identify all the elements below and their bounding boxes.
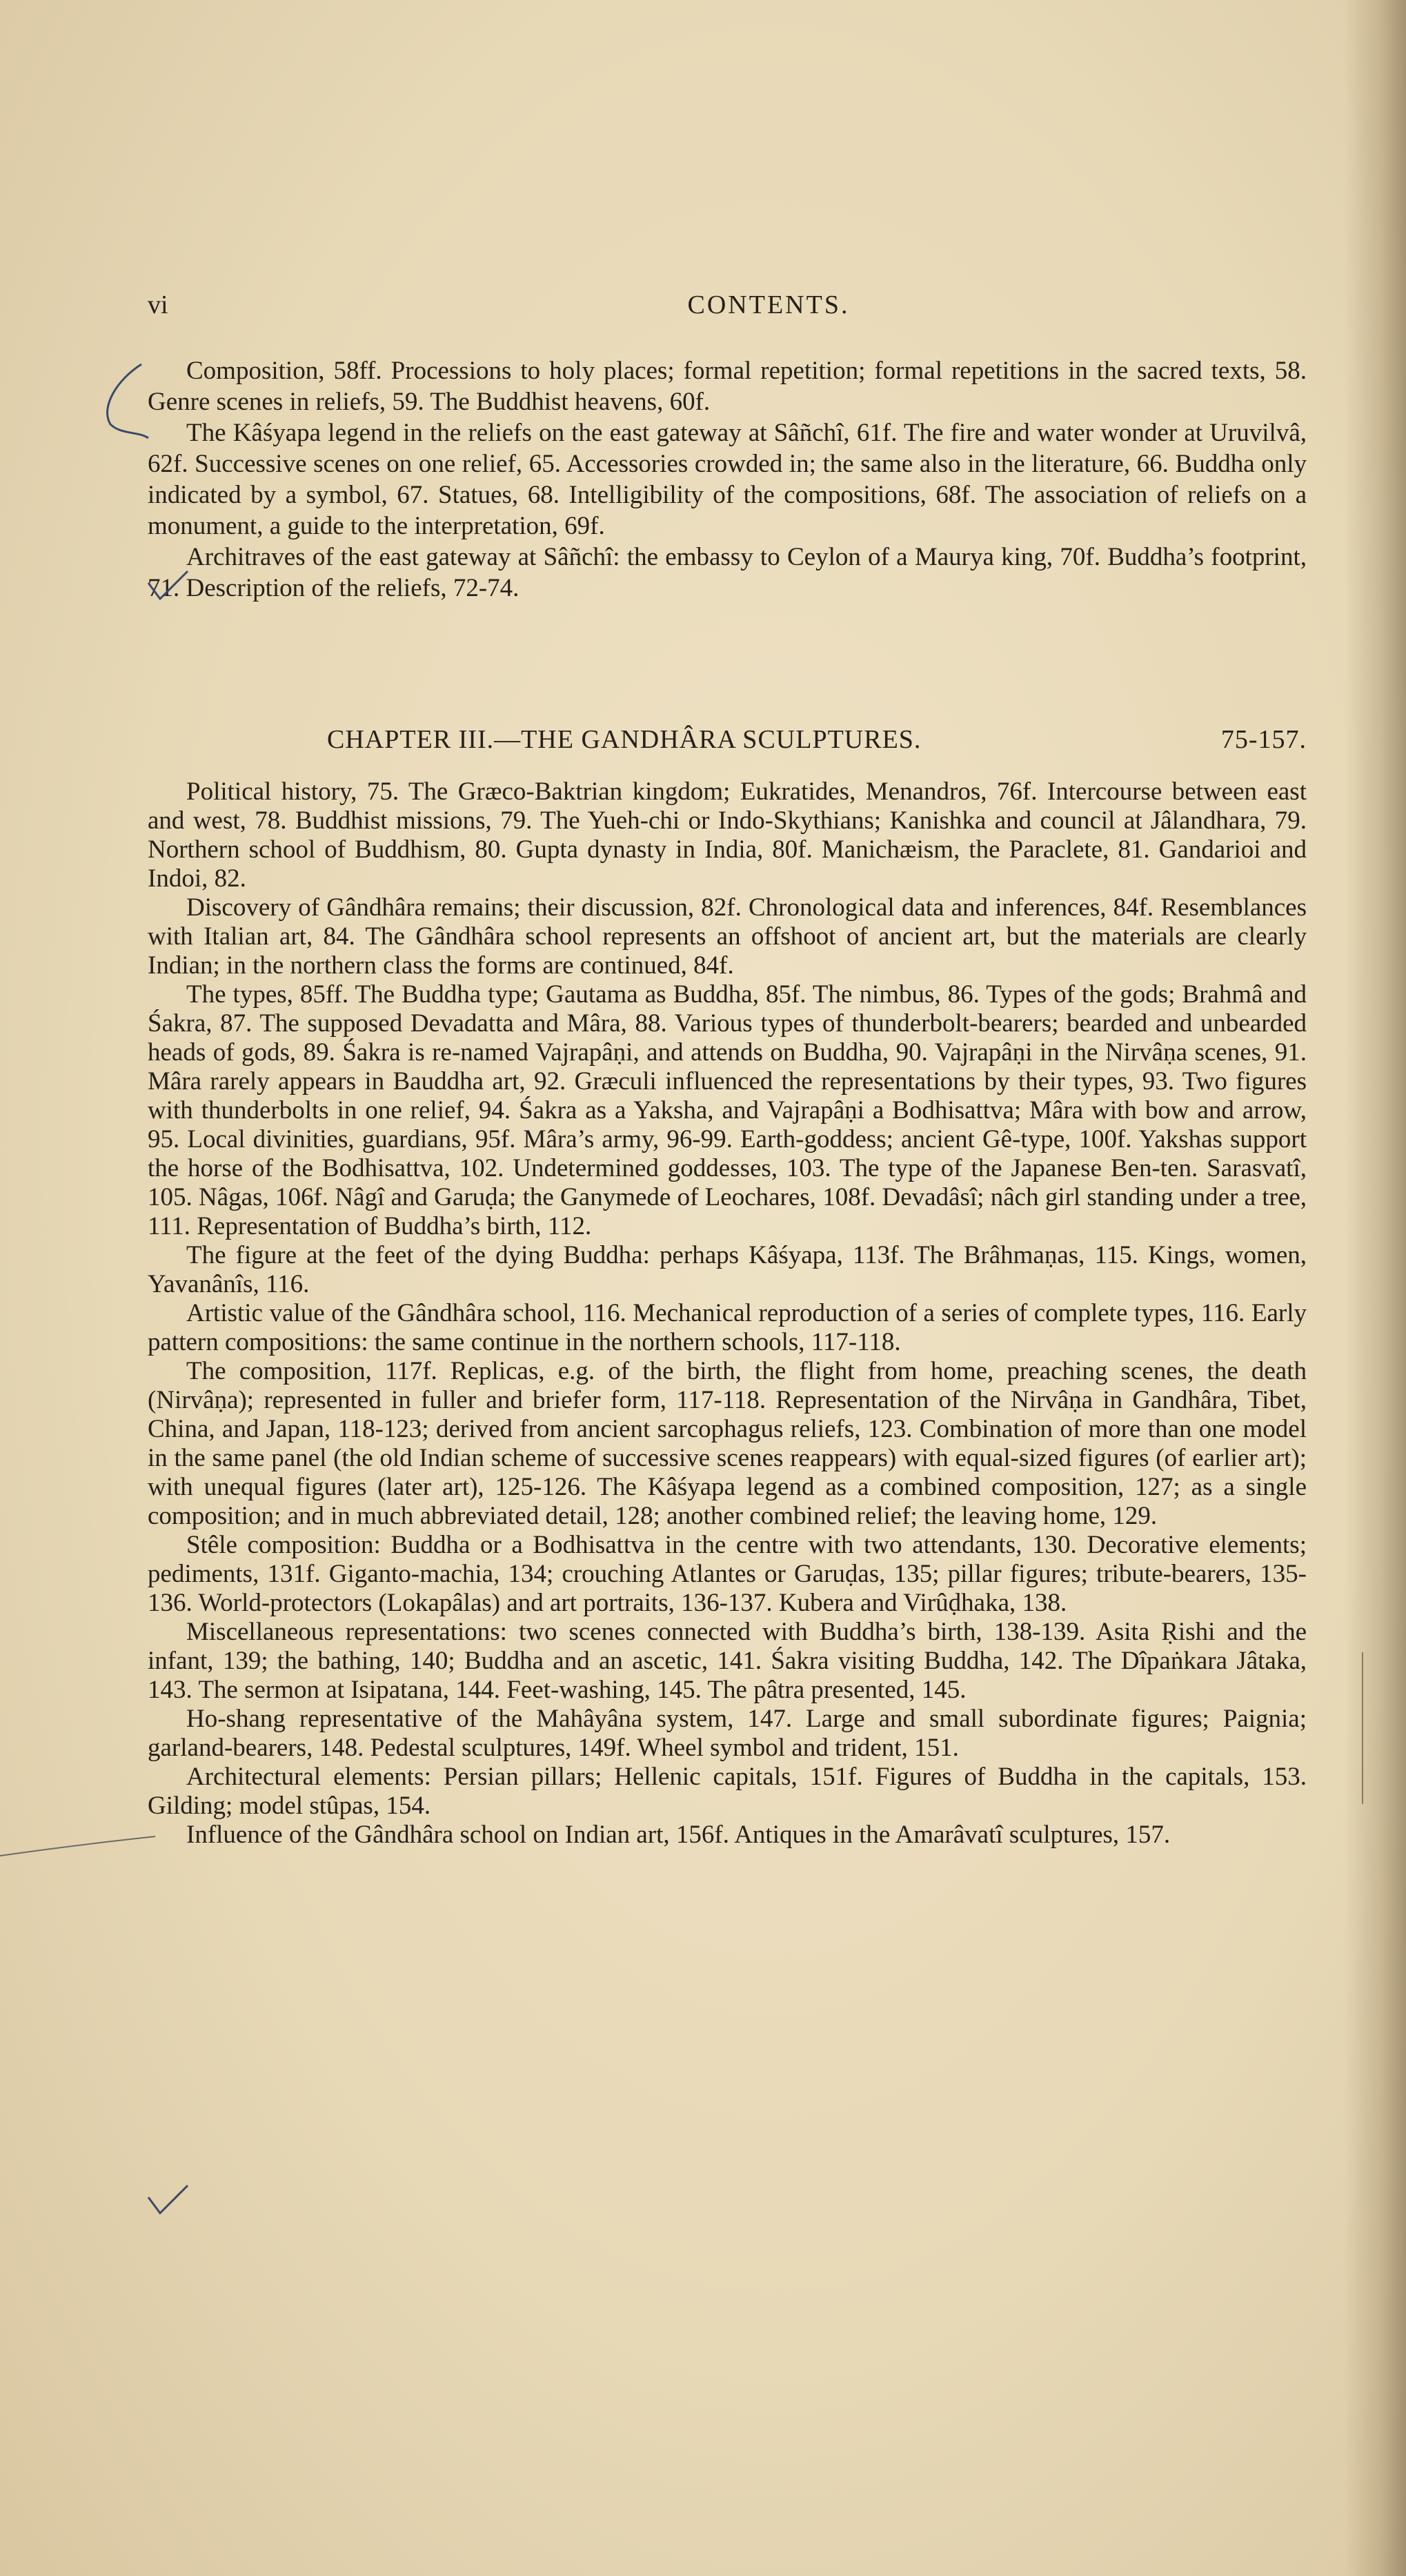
contents-paragraph: Stêle composition: Buddha or a Bodhisattva in the centre with two attendants, 130. Decorative elements; pediments, 131f. Giganto-machia, 134; crouching Atlantes or Garuḍas, 135; pillar figures; tribute-bearers, 135-136. World-protectors (Lokapâlas) and art portraits, 136-137. Kubera and Virûḍhaka, 138. — [148, 1531, 1307, 1617]
contents-paragraph: Influence of the Gândhâra school on Indian art, 156f. Antiques in the Amarâvatî sculptures, 157. — [186, 1821, 1171, 1849]
contents-paragraph: Artistic value of the Gândhâra school, 116. Mechanical reproduction of a series of complete types, 116. Early pattern compositions: the same continue in the northern schools, 117-118. — [148, 1299, 1307, 1356]
chapter-heading — [148, 724, 1307, 759]
running-head: CONTENTS. — [687, 290, 850, 319]
pencil-bracket-mark — [90, 359, 152, 448]
pencil-check-mark — [145, 2180, 193, 2221]
chapter-contents — [148, 777, 1307, 1850]
contents-paragraph: The composition, 117f. Replicas, e.g. of the birth, the flight from home, preaching scenes, the death (Nirvâṇa); represented in fuller and briefer form, 117-118. Representation of the Nirvâṇa in Gandhâra, Tibet, China, and Japan, 118-123; derived from ancient sarcophagus reliefs, 123. Combination of more than one model in the same panel (the old Indian scheme of successive scenes reappears) with equal-sized figures (of earlier art); with unequal figures (later art), 125-126. The Kâśyapa legend as a combined composition, 127; as a single composition; and in much abbreviated detail, 128; another combined relief; the leaving home, 129. — [148, 1357, 1307, 1530]
page-gutter-shadow — [1344, 0, 1406, 2576]
chapter-title: CHAPTER III.—THE GANDHÂRA SCULPTURES. — [327, 725, 922, 754]
contents-paragraph: Architraves of the east gateway at Sâñchî: the embassy to Ceylon of a Maurya king, 70f. Buddha’s footprint, 71. Description of the reliefs, 72-74. — [148, 543, 1307, 602]
contents-paragraph: Composition, 58ff. Processions to holy places; formal repetition; formal repetitions in the sacred texts, 58. Genre scenes in reliefs, 59. The Buddhist heavens, 60f. — [148, 357, 1307, 416]
contents-paragraph: The Kâśyapa legend in the reliefs on the east gateway at Sâñchî, 61f. The fire and water wonder at Uruvilvâ, 62f. Successive scenes on one relief, 65. Accessories crowded in; the same also in the literature, 66. Buddha only indicated by a symbol, 67. Statues, 68. Intelligibility of the compositions, 68f. The association of reliefs on a monument, a guide to the interpretation, 69f. — [148, 419, 1307, 540]
contents-paragraph: Ho-shang representative of the Mahâyâna system, 147. Large and small subordinate figures; Paignia; garland-bearers, 148. Pedestal sculptures, 149f. Wheel symbol and trident, 151. — [148, 1705, 1307, 1762]
page-header — [148, 290, 1307, 331]
contents-paragraph: Miscellaneous representations: two scenes connected with Buddha’s birth, 138-139. Asita Ṛishi and the infant, 139; the bathing, 140; Buddha and an ascetic, 141. Śakra visiting Buddha, 142. The Dîpaṅkara Jâtaka, 143. The sermon at Isipatana, 144. Feet-washing, 145. The pâtra presented, 145. — [148, 1618, 1307, 1704]
contents-paragraph: The figure at the feet of the dying Buddha: perhaps Kâśyapa, 113f. The Brâhmaṇas, 115. Kings, women, Yavanânîs, 116. — [148, 1241, 1307, 1298]
chapter-page-range: 75-157. — [1220, 725, 1307, 754]
contents-section-continued — [148, 355, 1307, 604]
page-number: vi — [148, 290, 168, 319]
contents-paragraph: Discovery of Gândhâra remains; their discussion, 82f. Chronological data and inferences, 84f. Resemblances with Italian art, 84. The Gândhâra school represents an offshoot of ancient art, but the materials are clearly Indian; in the northern class the forms are continued, 84f. — [148, 893, 1307, 980]
contents-paragraph: The types, 85ff. The Buddha type; Gautama as Buddha, 85f. The nimbus, 86. Types of the gods; Brahmâ and Śakra, 87. The supposed Devadatta and Mâra, 88. Various types of thunderbolt-bearers; bearded and unbearded heads of gods, 89. Śakra is re-named Vajrapâṇi, and attends on Buddha, 90. Vajrapâṇi in the Nirvâṇa scenes, 91. Mâra rarely appears in Bauddha art, 92. Græculi influenced the representations by their types, 93. Two figures with thunderbolts in one relief, 94. Śakra as a Yaksha, and Vajrapâṇi a Bodhisattva; Mâra with bow and arrow, 95. Local divinities, guardians, 95f. Mâra’s army, 96-99. Earth-goddess; ancient Gê-type, 100f. Yakshas support the horse of the Bodhisattva, 102. Undetermined goddesses, 103. The type of the Japanese Ben-ten. Sarasvatî, 105. Nâgas, 106f. Nâgî and Garuḍa; the Ganymede of Leochares, 108f. Devadâsî; nâch girl standing under a tree, 111. Representation of Buddha’s birth, 112. — [148, 980, 1307, 1240]
contents-paragraph: Political history, 75. The Græco-Baktrian kingdom; Eukratides, Menandros, 76f. Intercourse between east and west, 78. Buddhist missions, 79. The Yueh-chi or Indo-Skythians; Kanishka and council at Jâlandhara, 79. Northern school of Buddhism, 80. Gupta dynasty in India, 80f. Manichæism, the Paraclete, 81. Gandarioi and Indoi, 82. — [148, 777, 1307, 893]
pencil-margin-line — [0, 1821, 159, 1863]
contents-paragraph: Architectural elements: Persian pillars; Hellenic capitals, 151f. Figures of Buddha in the capitals, 153. Gilding; model stûpas, 154. — [148, 1763, 1307, 1820]
